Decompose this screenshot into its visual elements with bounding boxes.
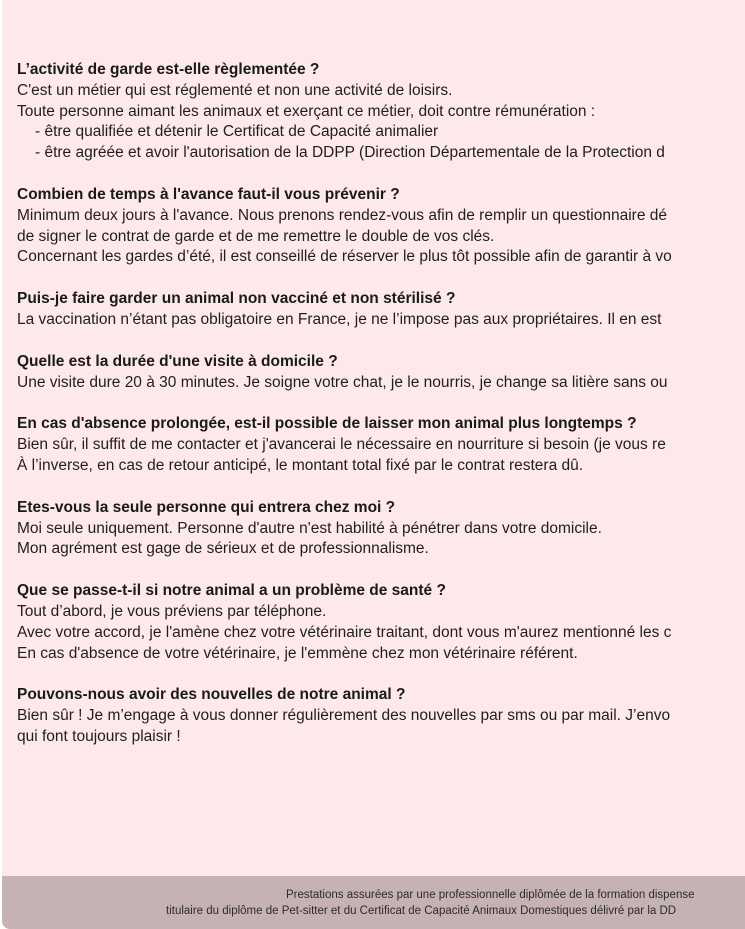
faq-answer-line: Moi seule uniquement. Personne d'autre n'est habilité à pénétrer dans votre domicile. [17, 519, 602, 537]
faq-question: Quelle est la durée d'une visite à domicile ? [17, 352, 338, 370]
faq-item [17, 352, 745, 394]
faq-item [17, 289, 745, 331]
faq-list [17, 60, 745, 769]
faq-item [17, 685, 745, 747]
faq-answer-line: La vaccination n’étant pas obligatoire en France, je ne l’impose pas aux propriétaires. Il en est [17, 310, 662, 328]
faq-item [17, 581, 745, 664]
faq-answer-line: Une visite dure 20 à 30 minutes. Je soigne votre chat, je le nourris, je change sa litière sans ou [17, 373, 668, 391]
faq-answer-line: Bien sûr ! Je m’engage à vous donner régulièrement des nouvelles par sms ou par mail. J’envo [17, 707, 671, 725]
faq-question: Pouvons-nous avoir des nouvelles de notre animal ? [17, 686, 406, 704]
footer-line-2: titulaire du diplôme de Pet-sitter et du Certificat de Capacité Animaux Domestiques délivré par la DD [166, 905, 677, 917]
footer [2, 876, 745, 929]
faq-answer-line: Avec votre accord, je l'amène chez votre vétérinaire traitant, dont vous m'aurez mentionné les c [17, 623, 672, 641]
faq-question: Que se passe-t-il si notre animal a un problème de santé ? [17, 582, 446, 600]
faq-answer-line: À l’inverse, en cas de retour anticipé, le montant total fixé par le contrat restera dû. [17, 456, 584, 474]
faq-question: L’activité de garde est-elle règlementée ? [17, 61, 320, 78]
faq-answer-line: - être agréée et avoir l'autorisation de la DDPP (Direction Départementale de la Protection d [35, 144, 665, 162]
faq-answer-line: - être qualifiée et détenir le Certificat de Capacité animalier [35, 123, 439, 141]
footer-line-1: Prestations assurées par une professionnelle diplômée de la formation dispense [286, 889, 695, 901]
faq-answer-line: C'est un métier qui est réglementé et non une activité de loisirs. [17, 81, 453, 99]
faq-answer-line: En cas d'absence de votre vétérinaire, je l'emmène chez mon vétérinaire référent. [17, 644, 578, 662]
faq-item [17, 185, 745, 268]
faq-answer-line: Concernant les gardes d’été, il est conseillé de réserver le plus tôt possible afin de garantir à vo [17, 248, 672, 266]
faq-item [17, 414, 745, 476]
faq-answer-line: de signer le contrat de garde et de me remettre le double de vos clés. [17, 227, 495, 245]
faq-answer-line: Tout d’abord, je vous préviens par téléphone. [17, 602, 327, 620]
faq-question: Combien de temps à l'avance faut-il vous prévenir ? [17, 185, 400, 203]
faq-answer-line: qui font toujours plaisir ! [17, 727, 181, 745]
faq-answer-line: Toute personne aimant les animaux et exerçant ce métier, doit contre rémunération : [17, 102, 596, 120]
faq-question: Puis-je faire garder un animal non vacciné et non stérilisé ? [17, 290, 456, 308]
faq-question: En cas d'absence prolongée, est-il possible de laisser mon animal plus longtemps ? [17, 415, 637, 433]
faq-answer-line: Mon agrément est gage de sérieux et de professionnalisme. [17, 540, 429, 558]
faq-item [17, 498, 745, 560]
faq-item [17, 60, 745, 164]
faq-answer-line: Minimum deux jours à l'avance. Nous prenons rendez-vous afin de remplir un questionnaire dé [17, 206, 668, 224]
faq-question: Etes-vous la seule personne qui entrera chez moi ? [17, 498, 396, 516]
faq-answer-line: Bien sûr, il suffit de me contacter et j'avancerai le nécessaire en nourriture si besoin (je vous re [17, 436, 666, 454]
